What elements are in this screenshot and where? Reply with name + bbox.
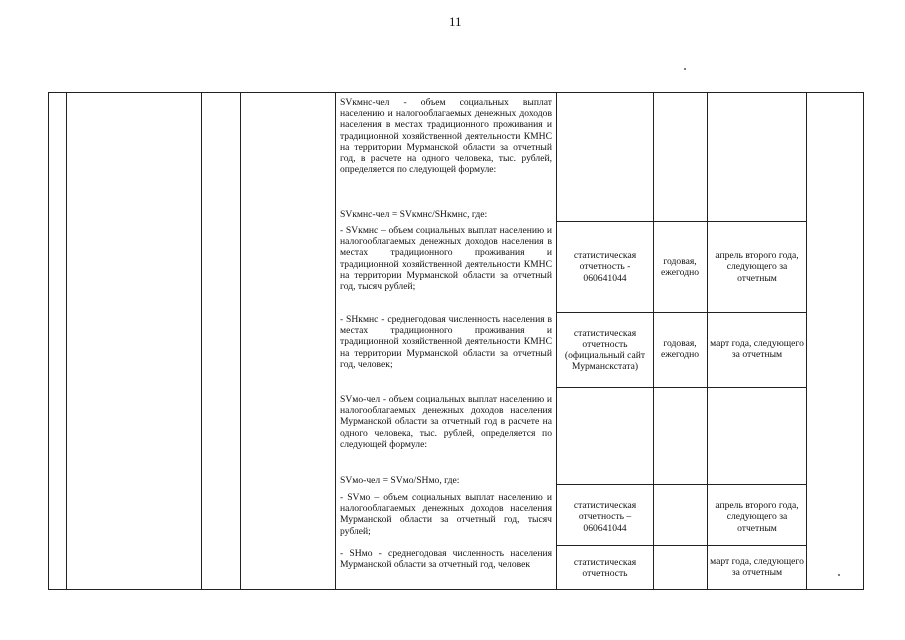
deadline-sh-kmns: март года, следующего за отчетным — [710, 337, 804, 360]
scan-speck — [838, 574, 840, 576]
deadline-sv-mo: апрель второго года, следующего за отчетным — [715, 500, 799, 534]
source-sh-kmns: статистическая отчетность (официальный сайт Мурманскстата) — [564, 327, 646, 373]
scan-speck — [684, 68, 686, 70]
row-divider — [556, 387, 806, 388]
deadline-sv-kmns: апрель второго года, следующего за отчетным — [715, 250, 799, 284]
column-divider — [707, 92, 708, 589]
source-sh-mo: статистическая отчетность — [573, 556, 637, 579]
description-sv-kmns-per-person: SVкмнс-чел - объем социальных выплат населению и налогооблагаемых денежных доходов населения в местах традиционного проживания и традиционной хозяйственной деятельности КМНС на территории Мурманской области за отчетный год, в расчете на одного человека, тыс. рублей, определяется по следующей формуле: — [340, 97, 552, 176]
column-divider — [653, 92, 654, 589]
description-sh-kmns: - SHкмнс - среднегодовая численность населения в местах традиционного проживания и традиционной хозяйственной деятельности КМНС на территории Мурманской области за отчетный год, человек; — [340, 314, 552, 370]
column-divider — [863, 92, 864, 589]
column-divider — [66, 92, 67, 589]
page-number: 11 — [449, 14, 462, 29]
column-divider — [240, 92, 241, 589]
periodicity-sv-kmns: годовая, ежегодно — [660, 255, 700, 278]
column-divider — [556, 92, 557, 589]
source-sv-kmns: статистическая отчетность - 060641044 — [573, 250, 637, 284]
row-divider — [556, 312, 806, 313]
column-divider — [335, 92, 336, 589]
description-sv-mo: - SVмо – объем социальных выплат населению и налогооблагаемых денежных доходов населения Мурманской области за отчетный год, тысяч рублей; — [340, 492, 552, 537]
description-sh-mo: - SHмо - среднегодовая численность населения Мурманской области за отчетный год, человек — [340, 548, 552, 571]
formula-sv-kmns-per-person: SVкмнс-чел = SVкмнс/SHкмнс, где: — [340, 209, 488, 220]
column-divider — [806, 92, 807, 589]
source-sv-mo: статистическая отчетность – 060641044 — [573, 500, 637, 534]
column-divider — [48, 92, 49, 589]
description-sv-mo-per-person: SVмо-чел - объем социальных выплат населению и налогооблагаемых денежных доходов населения Мурманской области за отчетный год в расчете на одного человека, тыс. рублей, определяется по следующей формуле: — [340, 394, 552, 450]
deadline-sh-mo: март года, следующего за отчетным — [710, 555, 804, 578]
column-divider — [201, 92, 202, 589]
periodicity-sh-kmns: годовая, ежегодно — [660, 337, 700, 360]
formula-sv-mo-per-person: SVмо-чел = SVмо/SHмо, где: — [340, 475, 460, 486]
table-top-border — [48, 92, 864, 93]
description-sv-kmns: - SVкмнс – объем социальных выплат населению и налогооблагаемых денежных доходов населения в местах традиционного проживания и традиционной хозяйственной деятельности КМНС на территории Мурманской области за отчетный год, тысяч рублей; — [340, 225, 552, 293]
row-divider — [556, 221, 806, 222]
row-divider — [556, 484, 806, 485]
table-bottom-border — [48, 589, 864, 590]
